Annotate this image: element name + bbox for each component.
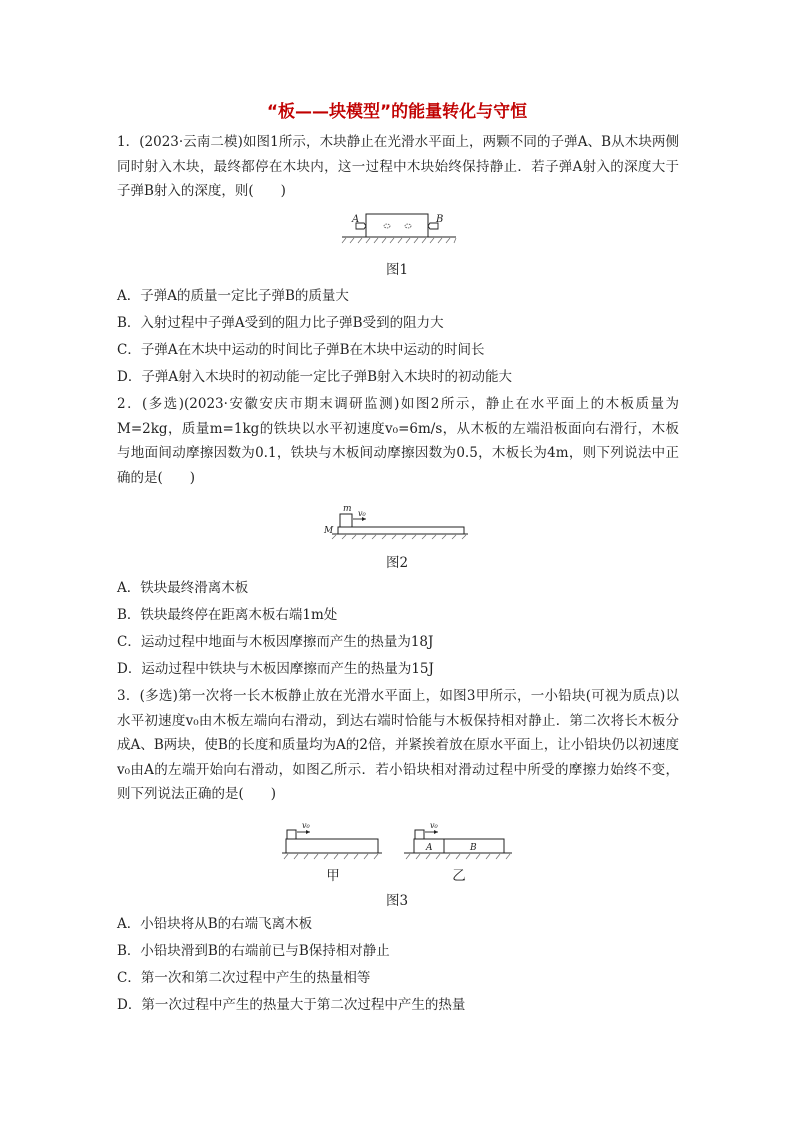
fig2-label-M: M — [324, 526, 334, 536]
q1-option-a: A．子弹A的质量一定比子弹B的质量大 — [117, 288, 349, 304]
q1-option-c: C．子弹A在木块中运动的时间比子弹B在木块中运动的时间长 — [117, 342, 485, 358]
figure-3-caption: 图3 — [385, 893, 409, 909]
q3-option-d: D．第一次过程中产生的热量大于第二次过程中产生的热量 — [117, 997, 466, 1013]
fig2-label-v0: v₀ — [358, 509, 366, 518]
fig3-label-a: A — [426, 843, 433, 853]
figure-3-caption-right: 乙 — [452, 868, 466, 884]
figure-1-caption: 图1 — [385, 262, 409, 278]
q1-option-b: B．入射过程中子弹A受到的阻力比子弹B受到的阻力大 — [117, 315, 444, 331]
fig1-label-a: A — [352, 214, 360, 225]
fig2-label-m: m — [343, 504, 352, 514]
q1-stem: 1．(2023·云南二模)如图1所示，木块静止在光滑水平面上，两颗不同的子弹A、B从木块两侧同时射入木块，最终都停在木块内，这一过程中木块始终保持静止．若子弹A射入的深度大于子弹B射入的深度，则( ) — [117, 134, 679, 199]
q2-option-a: A．铁块最终滑离木板 — [117, 580, 249, 596]
q1-option-d: D．子弹A射入木块时的初动能一定比子弹B射入木块时的初动能大 — [117, 369, 512, 385]
fig3-left-label-v0: v₀ — [302, 821, 310, 830]
figure-3-right — [402, 820, 514, 860]
figure-3-caption-left: 甲 — [326, 868, 340, 884]
q3-stem: 3．(多选)第一次将一长木板静止放在光滑水平面上，如图3甲所示，一小铅块(可视为质点)以水平初速度v₀由木板左端向右滑动，到达右端时恰能与木板保持相对静止．第二次将长木板分成A、B两块，使B的长度和质量均为A的2倍，并紧挨着放在原水平面上，让小铅块仍以初速度v₀由A的左端开始向右滑动，如图乙所示．若小铅块相对滑动过程中所受的摩擦力始终不变，则下列说法正确的是( ) — [117, 688, 679, 802]
q2-stem: 2．(多选)(2023·安徽安庆市期末调研监测)如图2所示，静止在水平面上的木板质量为M=2kg，质量m=1kg的铁块以水平初速度v₀=6m/s，从木板的左端沿板面向右滑行，木板与地面间动摩擦因数为0.1，铁块与木板间动摩擦因数为0.5，木板长为4m，则下列说法中正确的是( ) — [117, 396, 679, 486]
q3-option-b: B．小铅块滑到B的右端前已与B保持相对静止 — [117, 943, 390, 959]
fig1-label-b: B — [436, 214, 444, 225]
q2-option-d: D．运动过程中铁块与木板因摩擦而产生的热量为15J — [117, 661, 434, 677]
q2-option-c: C．运动过程中地面与木板因摩擦而产生的热量为18J — [117, 634, 434, 650]
figure-2 — [322, 503, 472, 539]
figure-3-left — [280, 820, 386, 860]
figure-2-caption: 图2 — [385, 555, 409, 571]
q3-option-c: C．第一次和第二次过程中产生的热量相等 — [117, 970, 371, 986]
fig3-right-label-v0: v₀ — [430, 821, 438, 830]
q2-option-b: B．铁块最终停在距离木板右端1m处 — [117, 607, 338, 623]
page-title: “板——块模型”的能量转化与守恒 — [266, 102, 528, 122]
fig3-label-b: B — [470, 843, 477, 853]
q3-option-a: A．小铅块将从B的右端飞离木板 — [117, 916, 313, 932]
figure-1 — [340, 210, 460, 246]
